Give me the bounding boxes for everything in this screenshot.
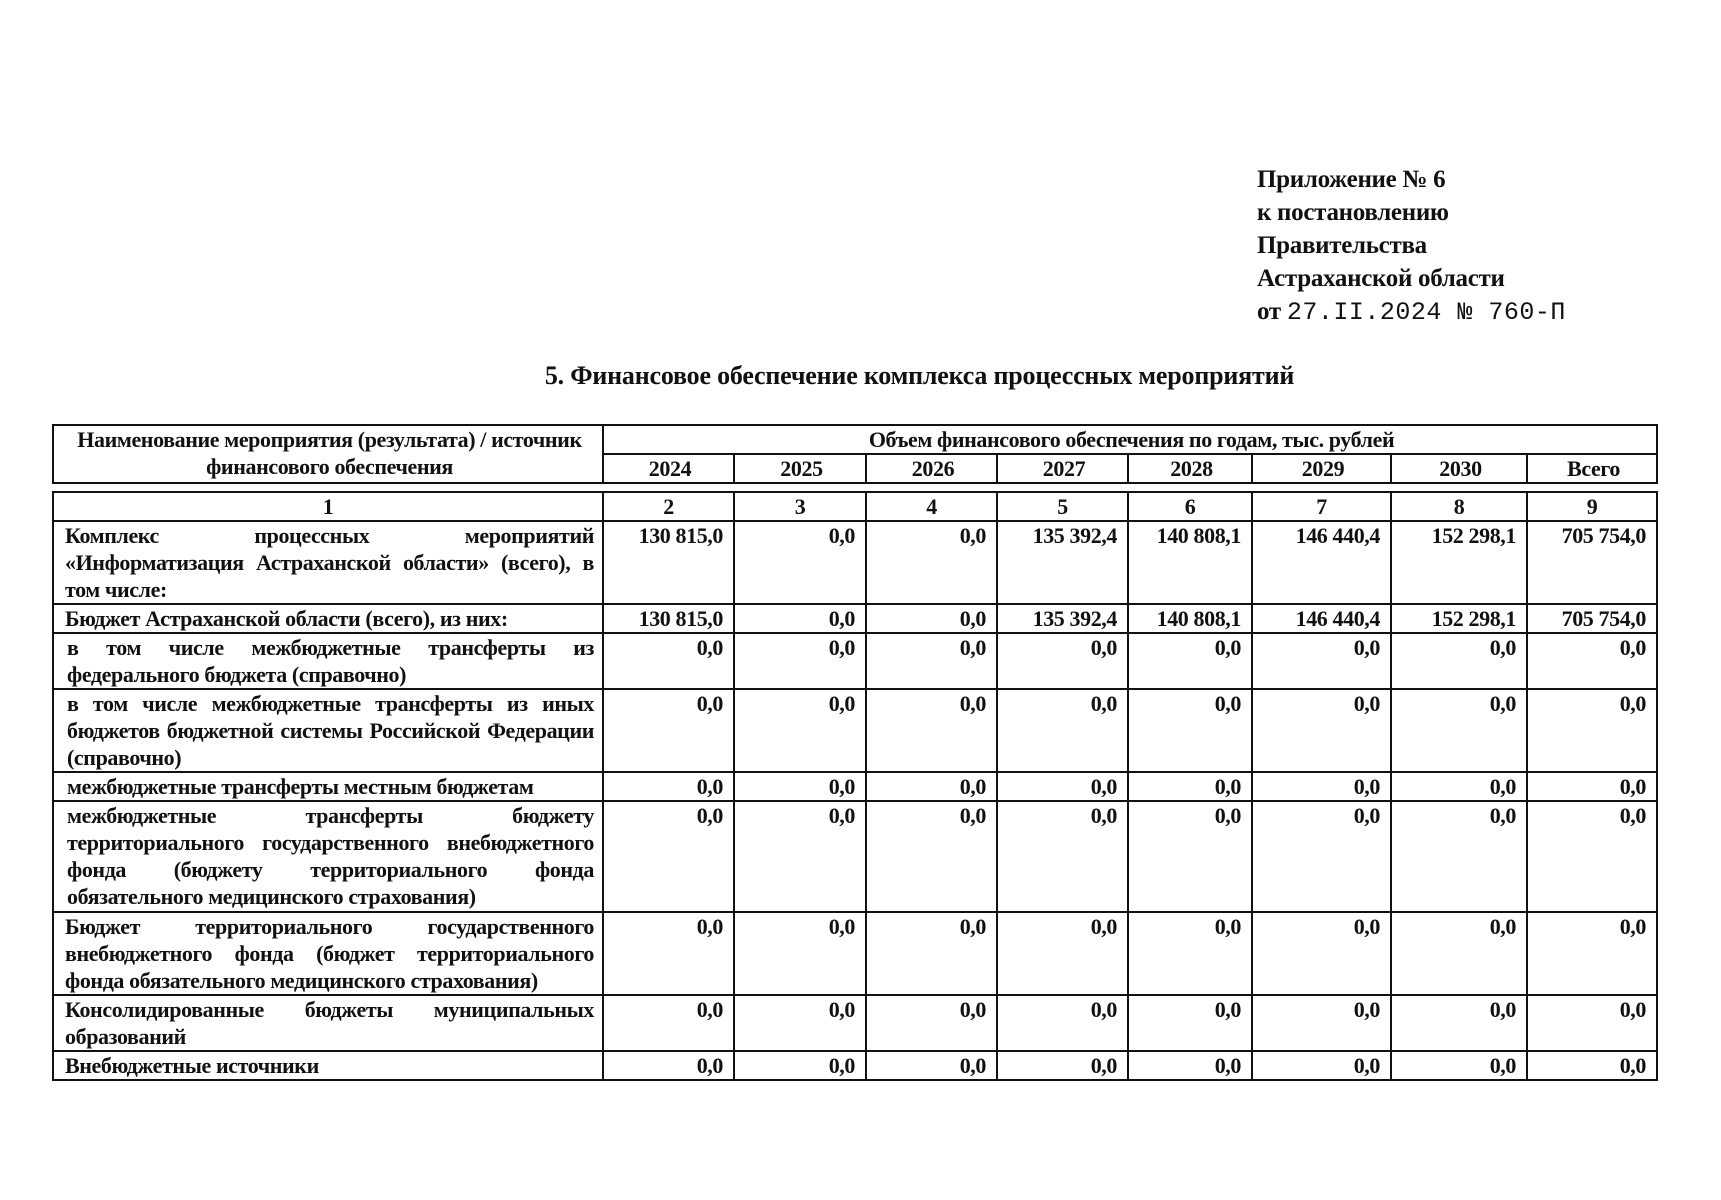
date-prefix: от (1257, 298, 1281, 325)
row-value: 0,0 (734, 912, 866, 995)
row-value: 0,0 (997, 1051, 1128, 1080)
row-value: 0,0 (603, 995, 734, 1051)
appendix-line: Правительства (1257, 232, 1427, 259)
row-value: 0,0 (866, 604, 997, 633)
row-name: межбюджетные трансферты местным бюджетам (53, 772, 603, 801)
header-year: 2025 (734, 454, 866, 483)
row-value: 0,0 (866, 689, 997, 772)
row-value: 0,0 (1391, 633, 1527, 689)
financing-table-header (52, 424, 1658, 484)
header-volume-cell: Объем финансового обеспечения по годам, тыс. рублей (603, 425, 1657, 454)
row-total: 0,0 (1527, 1051, 1657, 1080)
row-value: 0,0 (1128, 1051, 1252, 1080)
row-value: 0,0 (734, 689, 866, 772)
column-index: 6 (1128, 492, 1252, 521)
row-total: 705 754,0 (1527, 521, 1657, 604)
table-row (53, 801, 1657, 912)
row-value: 0,0 (997, 995, 1128, 1051)
row-value: 0,0 (734, 801, 866, 912)
row-value: 0,0 (1391, 801, 1527, 912)
appendix-line: Астраханской области (1257, 265, 1505, 292)
row-value: 0,0 (1391, 1051, 1527, 1080)
row-value: 0,0 (1128, 995, 1252, 1051)
appendix-date-line (1257, 295, 1566, 329)
row-value: 0,0 (997, 772, 1128, 801)
row-value: 135 392,4 (997, 604, 1128, 633)
row-value: 0,0 (866, 521, 997, 604)
row-value: 0,0 (734, 633, 866, 689)
row-value: 0,0 (603, 912, 734, 995)
row-name: в том числе межбюджетные трансферты из федерального бюджета (справочно) (53, 633, 603, 689)
table-row (53, 912, 1657, 995)
row-value: 0,0 (603, 689, 734, 772)
row-name: межбюджетные трансферты бюджету территориального государственного внебюджетного фонда (бюджету территориального фонда обязательного медицинского страхования) (53, 801, 603, 912)
row-value: 0,0 (1252, 801, 1391, 912)
appendix-line: к постановлению (1257, 199, 1449, 226)
row-value: 0,0 (866, 995, 997, 1051)
row-value: 0,0 (1391, 995, 1527, 1051)
table-row (53, 521, 1657, 604)
row-value: 0,0 (997, 912, 1128, 995)
row-value: 0,0 (1128, 912, 1252, 995)
row-total: 0,0 (1527, 772, 1657, 801)
row-name: в том числе межбюджетные трансферты из иных бюджетов бюджетной системы Российской Федерации (справочно) (53, 689, 603, 772)
row-total: 0,0 (1527, 633, 1657, 689)
header-year: 2027 (997, 454, 1128, 483)
appendix-header (1257, 163, 1566, 329)
column-index: 3 (734, 492, 866, 521)
row-value: 130 815,0 (603, 521, 734, 604)
header-total: Всего (1527, 454, 1657, 483)
column-index: 2 (603, 492, 734, 521)
row-total: 0,0 (1527, 995, 1657, 1051)
column-index: 7 (1252, 492, 1391, 521)
row-value: 146 440,4 (1252, 604, 1391, 633)
column-index: 1 (53, 492, 603, 521)
financing-table-body (52, 491, 1658, 1081)
column-index: 5 (997, 492, 1128, 521)
row-value: 0,0 (1391, 772, 1527, 801)
header-year: 2028 (1128, 454, 1252, 483)
row-value: 0,0 (1128, 801, 1252, 912)
section-title: 5. Финансовое обеспечение комплекса процессных мероприятий (544, 361, 1295, 390)
date-stamp: 27.II.2024 № 760-П (1286, 298, 1566, 327)
row-value: 0,0 (1252, 633, 1391, 689)
table-row (53, 772, 1657, 801)
column-index: 9 (1527, 492, 1657, 521)
row-name: Внебюджетные источники (53, 1051, 603, 1080)
row-value: 0,0 (866, 912, 997, 995)
column-index: 8 (1391, 492, 1527, 521)
table-row (53, 1051, 1657, 1080)
row-value: 0,0 (734, 521, 866, 604)
row-value: 0,0 (866, 801, 997, 912)
row-value: 130 815,0 (603, 604, 734, 633)
row-value: 140 808,1 (1128, 521, 1252, 604)
row-name: Бюджет территориального государственного внебюджетного фонда (бюджет территориального фонда обязательного медицинского страхования) (53, 912, 603, 995)
row-value: 0,0 (603, 772, 734, 801)
row-name: Бюджет Астраханской области (всего), из них: (53, 604, 603, 633)
row-value: 0,0 (1391, 689, 1527, 772)
header-name-cell: Наименование мероприятия (результата) / источник финансового обеспечения (53, 425, 603, 483)
row-value: 0,0 (1128, 772, 1252, 801)
row-value: 0,0 (866, 633, 997, 689)
row-value: 0,0 (603, 801, 734, 912)
row-total: 705 754,0 (1527, 604, 1657, 633)
row-value: 0,0 (1252, 689, 1391, 772)
header-year: 2024 (603, 454, 734, 483)
row-value: 0,0 (734, 772, 866, 801)
row-value: 135 392,4 (997, 521, 1128, 604)
row-value: 0,0 (603, 1051, 734, 1080)
row-value: 0,0 (1252, 772, 1391, 801)
row-value: 152 298,1 (1391, 521, 1527, 604)
row-value: 0,0 (997, 633, 1128, 689)
row-value: 140 808,1 (1128, 604, 1252, 633)
row-total: 0,0 (1527, 912, 1657, 995)
header-year: 2026 (866, 454, 997, 483)
row-value: 0,0 (603, 633, 734, 689)
table-row (53, 995, 1657, 1051)
row-value: 0,0 (866, 772, 997, 801)
row-name: Консолидированные бюджеты муниципальных образований (53, 995, 603, 1051)
row-value: 0,0 (1128, 689, 1252, 772)
row-value: 0,0 (734, 995, 866, 1051)
table-row (53, 604, 1657, 633)
row-total: 0,0 (1527, 689, 1657, 772)
row-value: 0,0 (997, 801, 1128, 912)
table-row (53, 633, 1657, 689)
column-index-row (53, 492, 1657, 521)
row-value: 0,0 (734, 1051, 866, 1080)
header-year: 2029 (1252, 454, 1391, 483)
row-value: 146 440,4 (1252, 521, 1391, 604)
appendix-line: Приложение № 6 (1257, 166, 1446, 193)
row-value: 0,0 (866, 1051, 997, 1080)
row-value: 0,0 (1252, 1051, 1391, 1080)
row-value: 0,0 (1252, 995, 1391, 1051)
row-value: 0,0 (734, 604, 866, 633)
row-value: 0,0 (997, 689, 1128, 772)
row-total: 0,0 (1527, 801, 1657, 912)
column-index: 4 (866, 492, 997, 521)
header-year: 2030 (1391, 454, 1527, 483)
row-value: 0,0 (1128, 633, 1252, 689)
table-row (53, 689, 1657, 772)
row-name: Комплекс процессных мероприятий «Информатизация Астраханской области» (всего), в том числе: (53, 521, 603, 604)
row-value: 152 298,1 (1391, 604, 1527, 633)
row-value: 0,0 (1391, 912, 1527, 995)
row-value: 0,0 (1252, 912, 1391, 995)
